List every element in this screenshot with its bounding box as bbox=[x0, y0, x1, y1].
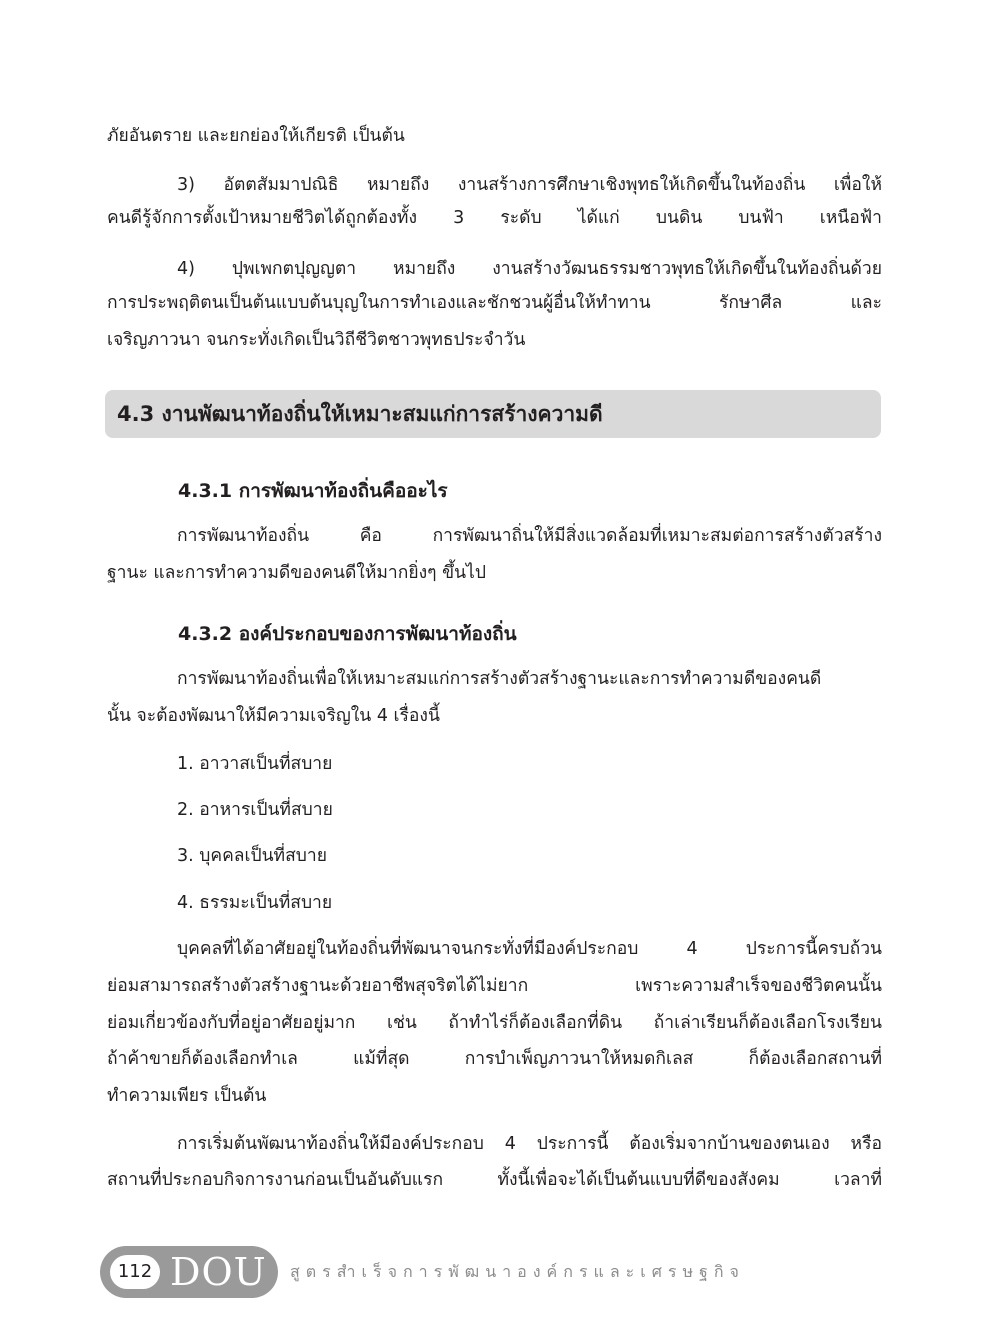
section-heading-bar bbox=[105, 390, 881, 438]
body-line: ฐานะ และการทำความดีของคนดีให้มากยิ่งๆ ขึ้นไป bbox=[107, 563, 486, 583]
page-number: 112 bbox=[110, 1255, 160, 1289]
list-item: 4. ธรรมะเป็นที่สบาย bbox=[177, 893, 333, 913]
body-line: 4) ปุพเพกตปุญญตา หมายถึง งานสร้างวัฒนธรรมชาวพุทธให้เกิดขึ้นในท้องถิ่นด้วย bbox=[177, 259, 882, 279]
body-line: คนดีรู้จักการตั้งเป้าหมายชีวิตได้ถูกต้องทั้ง 3 ระดับ ได้แก่ บนดิน บนฟ้า เหนือฟ้า bbox=[107, 208, 882, 228]
body-line: ถ้าค้าขายก็ต้องเลือกทำเล แม้ที่สุด การบำเพ็ญภาวนาให้หมดกิเลส ก็ต้องเลือกสถานที่ bbox=[107, 1049, 882, 1069]
body-line: นั้น จะต้องพัฒนาให้มีความเจริญใน 4 เรื่องนี้ bbox=[107, 706, 440, 726]
body-line: สถานที่ประกอบกิจการงานก่อนเป็นอันดับแรก ทั้งนี้เพื่อจะได้เป็นต้นแบบที่ดีของสังคม เวลาที่ bbox=[107, 1170, 882, 1190]
list-item: 1. อาวาสเป็นที่สบาย bbox=[177, 754, 333, 774]
subsection-title: 4.3.1 การพัฒนาท้องถิ่นคืออะไร bbox=[178, 480, 448, 502]
section-title: 4.3 งานพัฒนาท้องถิ่นให้เหมาะสมแก่การสร้างความดี bbox=[117, 402, 603, 426]
footer-badge bbox=[100, 1246, 278, 1298]
body-line: การเริ่มต้นพัฒนาท้องถิ่นให้มีองค์ประกอบ 4 ประการนี้ ต้องเริ่มจากบ้านของตนเอง หรือ bbox=[177, 1134, 882, 1154]
body-line: เจริญภาวนา จนกระทั่งเกิดเป็นวิถีชีวิตชาวพุทธประจำวัน bbox=[107, 330, 526, 350]
body-line: ภัยอันตราย และยกย่องให้เกียรติ เป็นต้น bbox=[107, 126, 405, 146]
body-line: การพัฒนาท้องถิ่นเพื่อให้เหมาะสมแก่การสร้างตัวสร้างฐานะและการทำความดีของคนดี bbox=[177, 669, 822, 689]
body-line: ทำความเพียร เป็นต้น bbox=[107, 1086, 267, 1106]
body-line: ย่อมสามารถสร้างตัวสร้างฐานะด้วยอาชีพสุจริตได้ไม่ยาก เพราะความสำเร็จของชีวิตคนนั้น bbox=[107, 976, 882, 996]
dou-logo: DOU bbox=[170, 1250, 267, 1294]
body-line: ย่อมเกี่ยวข้องกับที่อยู่อาศัยอยู่มาก เช่น ถ้าทำไร่ก็ต้องเลือกที่ดิน ถ้าเล่าเรียนก็ต้องเลือกโรงเรียน bbox=[107, 1013, 882, 1033]
body-line: การประพฤติตนเป็นต้นแบบต้นบุญในการทำเองและชักชวนผู้อื่นให้ทำทาน รักษาศีล และ bbox=[107, 293, 882, 313]
body-line: 3) อัตตสัมมาปณิธิ หมายถึง งานสร้างการศึกษาเชิงพุทธให้เกิดขึ้นในท้องถิ่น เพื่อให้ bbox=[177, 175, 882, 195]
list-item: 2. อาหารเป็นที่สบาย bbox=[177, 800, 333, 820]
list-item: 3. บุคคลเป็นที่สบาย bbox=[177, 846, 327, 866]
subsection-title: 4.3.2 องค์ประกอบของการพัฒนาท้องถิ่น bbox=[178, 623, 517, 645]
running-footer-title: สูตรสำเร็จการพัฒนาองค์กรและเศรษฐกิจ bbox=[290, 1262, 745, 1281]
body-line: การพัฒนาท้องถิ่น คือ การพัฒนาถิ่นให้มีสิ่งแวดล้อมที่เหมาะสมต่อการสร้างตัวสร้าง bbox=[177, 526, 882, 546]
body-line: บุคคลที่ได้อาศัยอยู่ในท้องถิ่นที่พัฒนาจนกระทั่งที่มีองค์ประกอบ 4 ประการนี้ครบถ้วน bbox=[177, 939, 882, 959]
